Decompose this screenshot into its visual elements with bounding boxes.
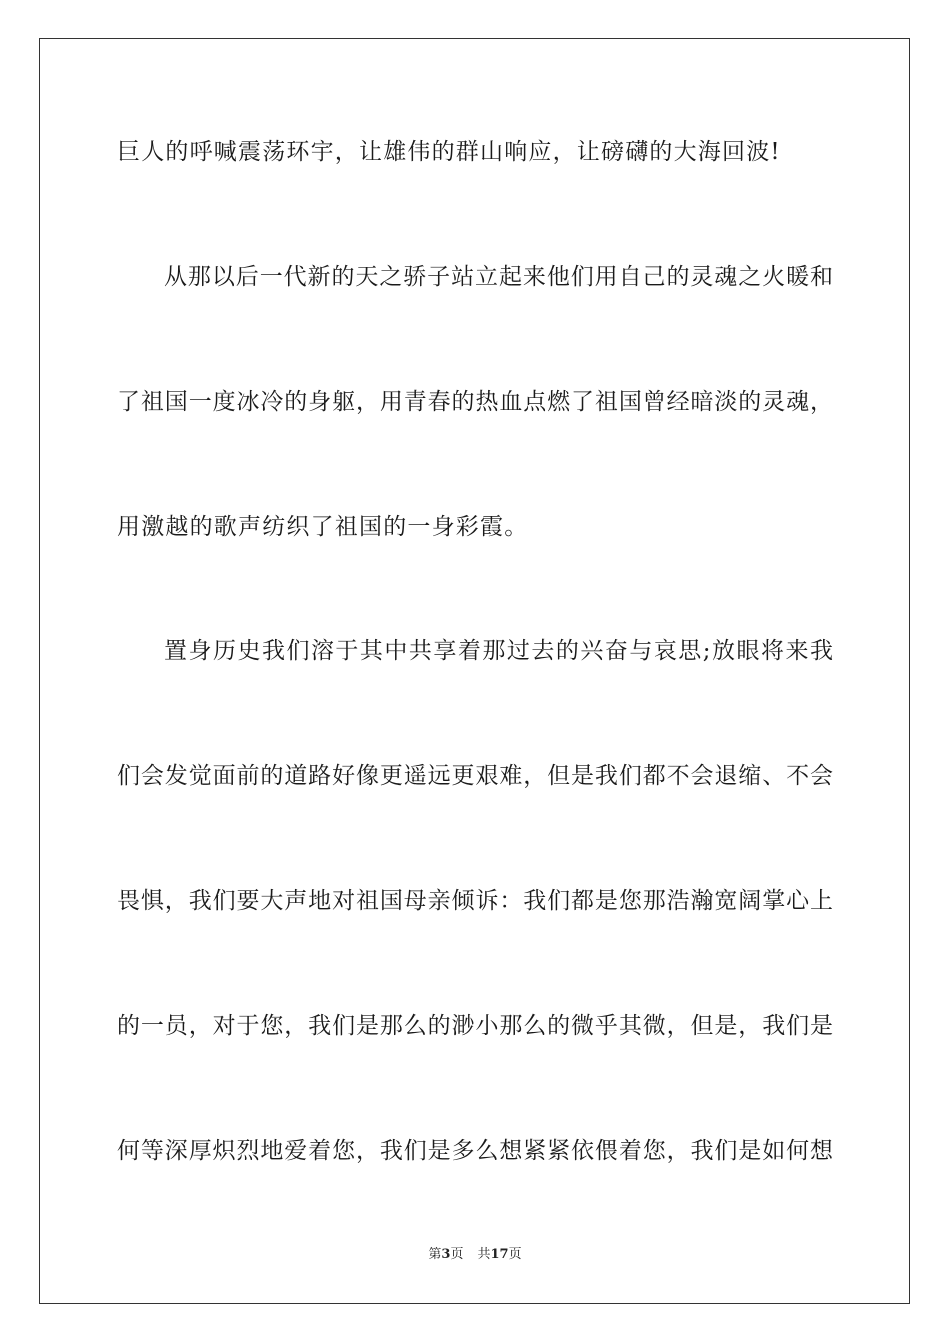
text-line-2: 从那以后一代新的天之骄子站立起来他们用自己的灵魂之火暖和 — [164, 264, 833, 290]
text-line-6: 们会发觉面前的道路好像更遥远更艰难，但是我们都不会退缩、不会 — [117, 763, 833, 789]
page-footer — [0, 1246, 950, 1264]
text-line-9: 何等深厚炽烈地爱着您，我们是多么想紧紧依偎着您，我们是如何想 — [117, 1138, 833, 1164]
text-line-7: 畏惧，我们要大声地对祖国母亲倾诉：我们都是您那浩瀚宽阔掌心上 — [117, 888, 833, 914]
page-prefix: 第 — [428, 1247, 442, 1262]
text-line-5: 置身历史我们溶于其中共享着那过去的兴奋与哀思;放眼将来我 — [164, 638, 833, 664]
text-line-8: 的一员，对于您，我们是那么的渺小那么的微乎其微，但是，我们是 — [117, 1013, 833, 1039]
total-suffix: 页 — [508, 1247, 522, 1262]
page-suffix: 页 — [450, 1247, 464, 1262]
total-prefix: 共 — [477, 1247, 491, 1262]
text-line-1: 巨人的呼喊震荡环宇，让雄伟的群山响应，让磅礴的大海回波! — [117, 139, 781, 165]
total-pages: 17 — [490, 1247, 509, 1262]
text-line-4: 用激越的歌声纺织了祖国的一身彩霞。 — [117, 514, 529, 540]
text-line-3: 了祖国一度冰冷的身躯，用青春的热血点燃了祖国曾经暗淡的灵魂， — [117, 389, 833, 415]
page-border — [39, 38, 910, 1304]
page-number: 3 — [441, 1247, 451, 1262]
